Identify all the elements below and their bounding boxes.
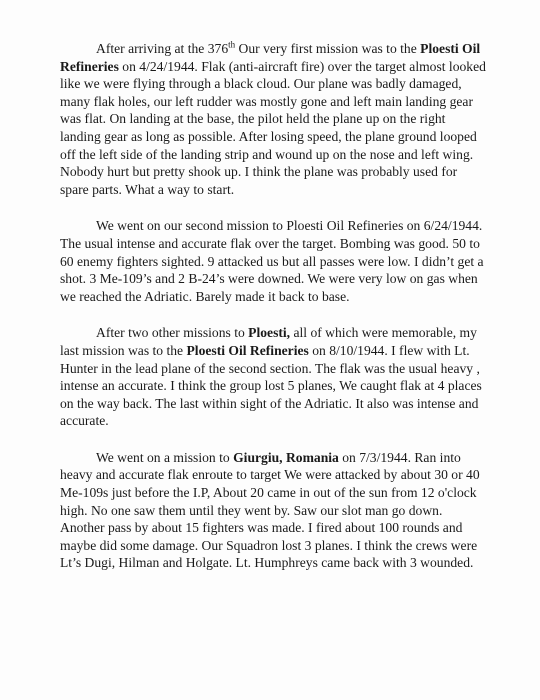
text-run: We went on a mission to bbox=[96, 449, 234, 465]
paragraph-last-mission bbox=[60, 324, 488, 430]
text-run: on 8/10/1944. I flew with Lt. Hunter in the lead plane of the second section. The flak was the usual heavy , intense an accurate. I think the group lost 5 planes, We caught flak at 4 places on the way back. The last within sight of the Adriatic. It also was intense and accurate. bbox=[60, 342, 482, 429]
text-run: We went on our second mission to Ploesti Oil Refineries on 6/24/1944. The usual intense and accurate flak over the target. Bombing was good. 50 to 60 enemy fighters sighted. 9 attacked us but all passes were low. I didn’t get a shot. 3 Me-109’s and 2 B-24’s were downed. We were very low on gas when we reached the Adriatic. Barely made it back to base. bbox=[60, 218, 484, 304]
text-run: on 4/24/1944. Flak (anti-aircraft fire) over the target almost looked like we were flying through a black cloud. Our plane was badly damaged, many flak holes, our left rudder was mostly gone and left main landing gear was flat. On landing at the base, the pilot held the plane up on the right landing gear as long as possible. After losing speed, the plane ground looped off the left side of the landing strip and wound up on the nose and left wing. Nobody hurt but pretty shook up. I think the plane was probably used for spare parts. What a way to start. bbox=[60, 58, 486, 197]
text-run: After two other missions to bbox=[96, 325, 249, 341]
paragraph-second-mission bbox=[60, 217, 488, 305]
text-run: Our very first mission was to the bbox=[235, 41, 421, 56]
bold-target-name: Ploesti Oil Refineries bbox=[60, 41, 481, 74]
bold-target-name: Giurgiu, Romania bbox=[233, 449, 339, 465]
bold-target-name: Ploesti, bbox=[248, 325, 291, 341]
text-run: After arriving at the 376 bbox=[96, 41, 229, 56]
bold-target-name: Ploesti Oil Refineries bbox=[186, 342, 309, 358]
paragraph-first-mission bbox=[60, 40, 488, 198]
text-run: all of which were memorable, my last mission was to the bbox=[60, 325, 477, 358]
text-run: on 7/3/1944. Ran into heavy and accurate flak enroute to target We were attacked by about 30 or 40 Me-109s just before the I.P, About 20 came in out of the sun from 12 o'clock high. No one saw them until they went by. Saw our slot man go down. Another pass by about 15 fighters was made. I fired about 100 rounds and maybe did some damage. Our Squadron lost 3 planes. I think the crews were Lt’s Dugi, Hilman and Holgate. Lt. Humphreys came back with 3 wounded. bbox=[60, 449, 480, 571]
ordinal-suffix: th bbox=[228, 39, 236, 50]
paragraph-giurgiu-mission bbox=[60, 449, 488, 572]
